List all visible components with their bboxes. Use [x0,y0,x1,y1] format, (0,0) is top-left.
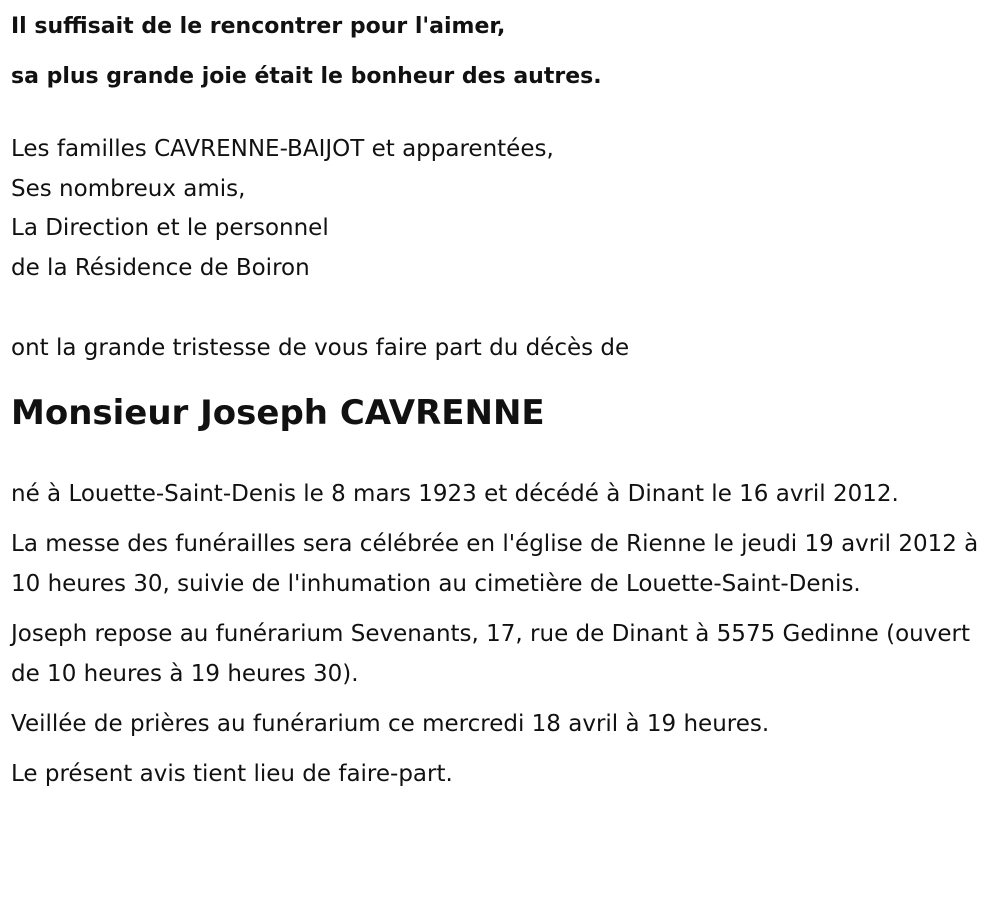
obituary-notice [11,0,986,804]
details-block [11,474,986,794]
quote-line-2: sa plus grande joie était le bonheur des autres. [11,64,602,89]
quote-block [11,0,986,102]
birth-death-paragraph: né à Louette-Saint-Denis le 8 mars 1923 et décédé à Dinant le 16 avril 2012. [11,481,899,507]
vigil-paragraph: Veillée de prières au funérarium ce mercredi 18 avril à 19 heures. [11,711,770,737]
families-line: de la Résidence de Boiron [11,254,310,281]
quote-line-1: Il suffisait de le rencontrer pour l'aimer, [11,14,506,39]
families-line: La Direction et le personnel [11,215,329,241]
funeral-home-paragraph: Joseph repose au funérarium Sevenants, 17, rue de Dinant à 5575 Gedinne (ouvert de 10 heures à 19 heures 30). [11,621,970,687]
deceased-name: Monsieur Joseph CAVRENNE [11,393,545,433]
funeral-mass-paragraph: La messe des funérailles sera célébrée en l'église de Rienne le jeudi 19 avril 2012 à 10 heures 30, suivie de l'inhumation au cimetière de Louette-Saint-Denis. [11,531,979,597]
families-line: Ses nombreux amis, [11,175,246,202]
notice-paragraph: Le présent avis tient lieu de faire-part. [11,761,453,787]
families-block [11,130,986,288]
families-line: Les familles CAVRENNE-BAIJOT et apparentées, [11,136,554,162]
announcement-text: ont la grande tristesse de vous faire part du décès de [11,335,630,361]
